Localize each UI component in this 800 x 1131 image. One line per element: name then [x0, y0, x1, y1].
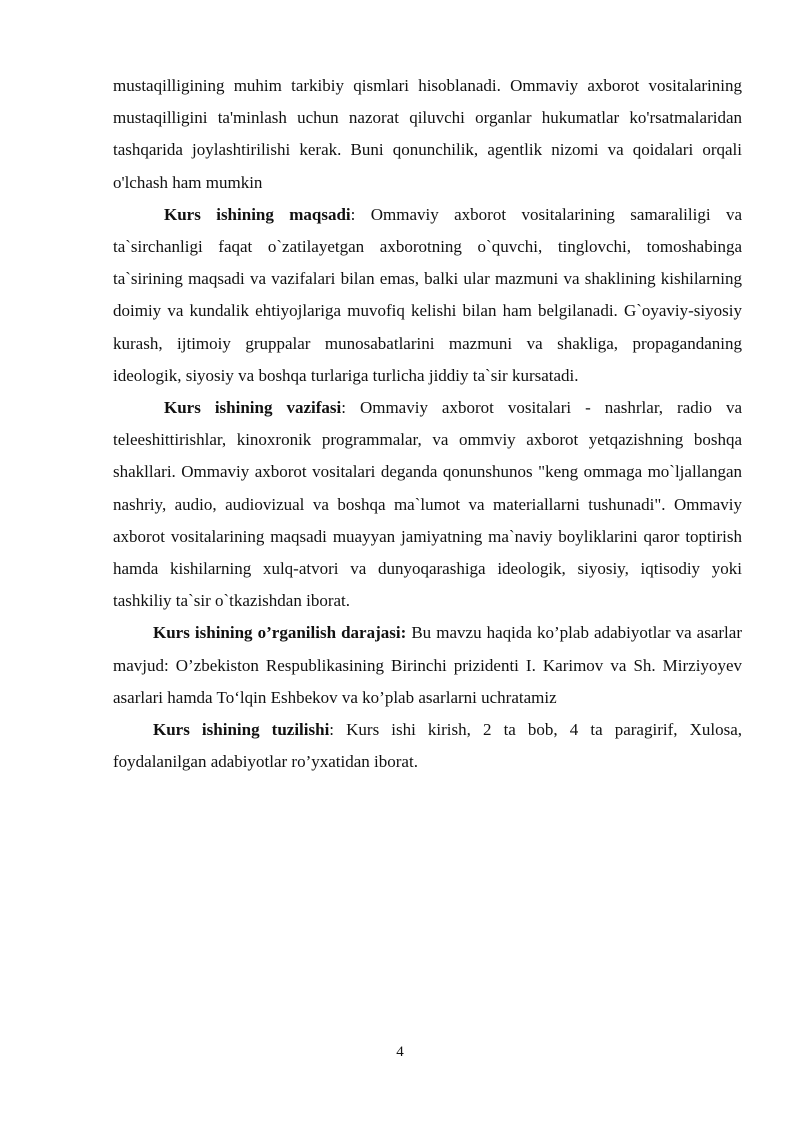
paragraph-text: Ommaviy axborot vositalarining samaraliligi va ta`sirchanligi faqat o`zatilayetgan axborotning o`quvchi, tinglovchi, tomoshabinga ta`sirining maqsadi va vazifalari bilan emas, balki ular mazmuni va shaklining kishilarning doimiy va kundalik ehtiyojlariga muvofiq kelishi bilan ham belgilanadi. G`oyaviy-siyosiy kurash, ijtimoiy gruppalar munosabatlarini mazmuni va shakliga, propagandaning ideologik, siyosiy va boshqa turlariga turlicha jiddiy ta`sir kursatadi. — [113, 204, 742, 385]
paragraph-text: mustaqilligining muhim tarkibiy qismlari hisoblanadi. Ommaviy axborot vositalarining mustaqilligini ta'minlash uchun nazorat qiluvchi organlar hukumatlar ko'rsatmalaridan tashqarida joylashtirilishi kerak. Buni qonunchilik, agentlik nizomi va qoidalari orqali o'lchash ham mumkin — [113, 76, 742, 192]
paragraph-vazifasi — [113, 392, 742, 617]
paragraph-text: Kurs ishi kirish, 2 ta bob, 4 ta paragirif, Xulosa, foydalanilgan adabiyotlar ro’yxatidan iborat. — [113, 720, 742, 772]
separator: : — [341, 398, 360, 418]
separator: : — [329, 720, 347, 740]
paragraph-organilish-darajasi — [113, 617, 742, 714]
paragraph-text: Ommaviy axborot vositalari - nashrlar, radio va teleeshittirishlar, kinoxronik programmalar, va ommviy axborot yetqazishning boshqa shakllari. Ommaviy axborot vositalari deganda qonunshunos "keng ommaga mo`ljallangan nashriy, audio, audiovizual va boshqa ma`lumot va materiallarni tushunadi". Ommaviy axborot vositalarining maqsadi muayyan jamiyatning ma`naviy boyliklarini qaror toptirish hamda kishilarning xulq-atvori va dunyoqarashiga ideologik, siyosiy, iqtisodiy yoki tashkiliy ta`sir o`tkazishdan iborat. — [113, 398, 742, 611]
section-heading-vazifasi: Kurs ishining vazifasi — [164, 398, 342, 418]
page-body — [113, 70, 742, 778]
paragraph-tuzilishi — [113, 714, 742, 778]
page-number: 4 — [396, 1044, 404, 1060]
paragraph-intro-continuation — [113, 70, 742, 199]
section-heading-maqsadi: Kurs ishining maqsadi — [164, 204, 351, 224]
paragraph-text: Bu mavzu haqida ko’plab adabiyotlar va asarlar mavjud: O’zbekiston Respublikasining Birinchi prizidenti I. Karimov va Sh. Mirziyoyev asarlari hamda To‘lqin Eshbekov va ko’plab asarlarni uchratamiz — [113, 623, 742, 707]
section-heading-tuzilishi: Kurs ishining tuzilishi — [153, 720, 330, 740]
separator: : — [350, 204, 371, 224]
section-heading-organilish-darajasi: Kurs ishining o’rganilish darajasi: — [153, 623, 407, 643]
paragraph-maqsadi — [113, 199, 742, 392]
